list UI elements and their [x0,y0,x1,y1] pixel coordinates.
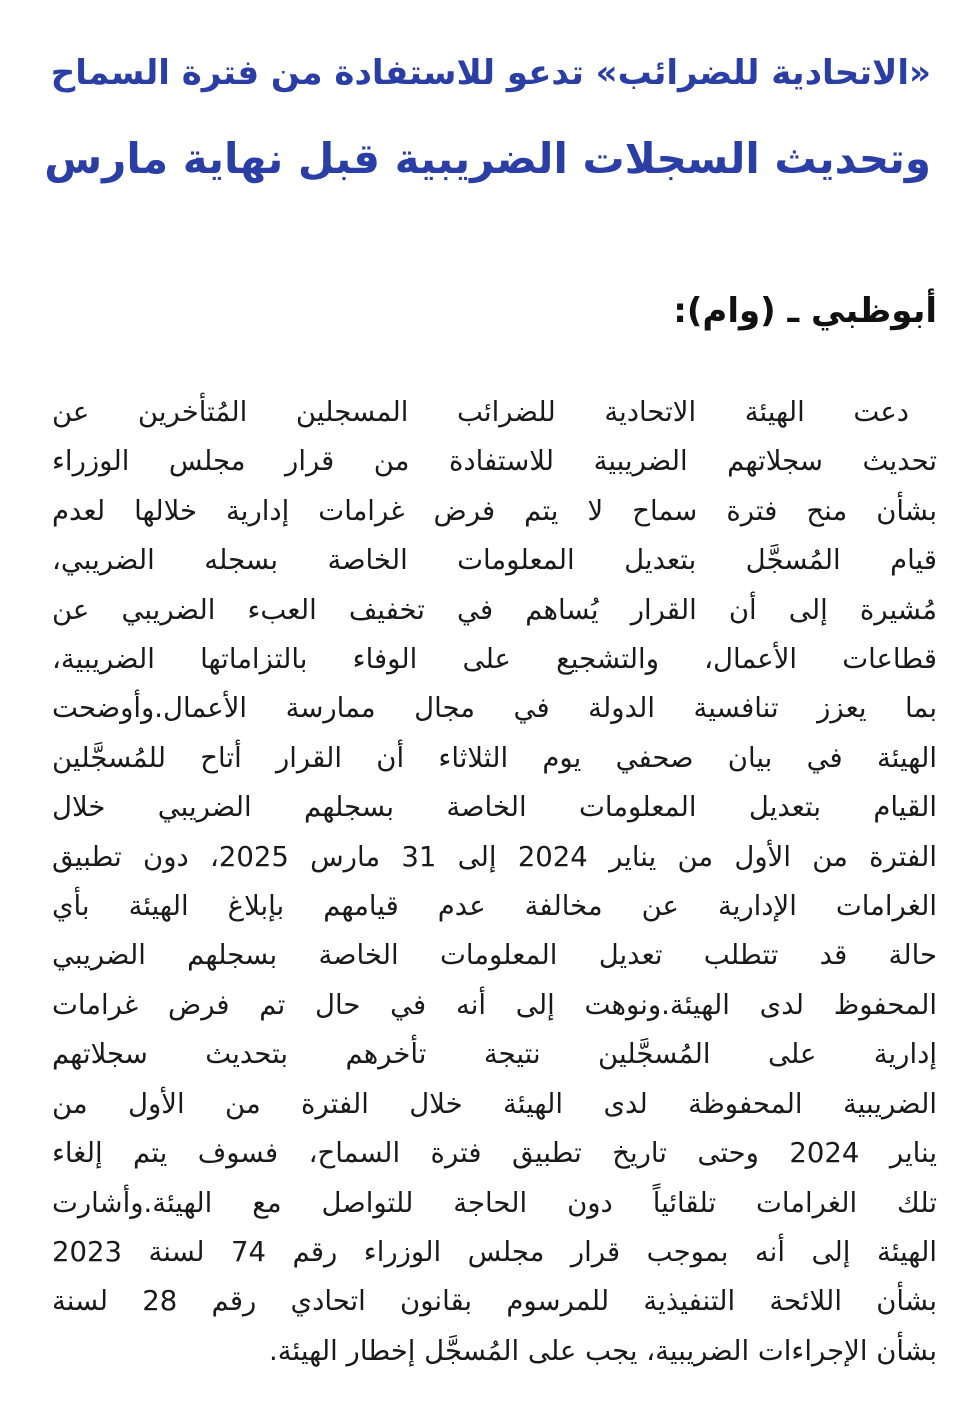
body-line: بشأن الإجراءات الضريبية، يجب على المُسجَّل إخطار الهيئة. [269,1334,937,1367]
body-line: مُشيرة إلى أن القرار يُساهم في تخفيف العبء الضريبي عن [52,593,937,626]
body-line: دعت الهيئة الاتحادية للضرائب المسجلين المُتأخرين عن [52,396,909,428]
body-line: بما يعزز تنافسية الدولة في مجال ممارسة الأعمال.وأوضحت [52,692,937,725]
body-line: الفترة من الأول من يناير 2024 إلى 31 مارس 2025، دون تطبيق [52,840,937,873]
dateline: أبوظبي ـ (وام): [673,291,937,331]
body-line: إدارية على المُسجَّلين نتيجة تأخرهم بتحديث سجلاتهم [52,1038,937,1071]
body-line: تلك الغرامات تلقائياً دون الحاجة للتواصل مع الهيئة.وأشارت [52,1186,937,1219]
headline-line-1: «الاتحادية للضرائب» تدعو للاستفادة من فترة السماح [50,53,931,93]
body-line: قطاعات الأعمال، والتشجيع على الوفاء بالتزاماتها الضريبية، [52,643,937,676]
body-line: حالة قد تتطلب تعديل المعلومات الخاصة بسجلهم الضريبي [52,939,937,972]
body-line: الغرامات الإدارية عن مخالفة عدم قيامهم بإبلاغ الهيئة بأي [52,890,937,923]
body-line: يناير 2024 وحتى تاريخ تطبيق فترة السماح، فسوف يتم إلغاء [52,1137,937,1170]
body-line: القيام بتعديل المعلومات الخاصة بسجلهم الضريبي خلال [52,791,937,824]
article-body [52,388,937,1376]
body-line: المحفوظ لدى الهيئة.ونوهت إلى أنه في حال تم فرض غرامات [52,988,937,1021]
body-line: بشأن اللائحة التنفيذية للمرسوم بقانون اتحادي رقم 28 لسنة [52,1285,938,1318]
body-line: قيام المُسجَّل بتعديل المعلومات الخاصة بسجله الضريبي، [52,544,937,577]
body-line: الضريبية المحفوظة لدى الهيئة خلال الفترة من الأول من [52,1087,937,1120]
body-line: الهيئة في بيان صحفي يوم الثلاثاء أن القرار أتاح للمُسجَّلين [52,741,937,774]
body-line: الهيئة إلى أنه بموجب قرار مجلس الوزراء رقم 74 لسنة 2023 [52,1235,937,1268]
headline [40,30,931,202]
body-line: تحديث سجلاتهم الضريبية للاستفادة من قرار مجلس الوزراء [52,445,937,478]
body-line: بشأن منح فترة سماح لا يتم فرض غرامات إدارية خلالها لعدم [52,494,937,527]
headline-line-2: وتحديث السجلات الضريبية قبل نهاية مارس [44,134,931,183]
